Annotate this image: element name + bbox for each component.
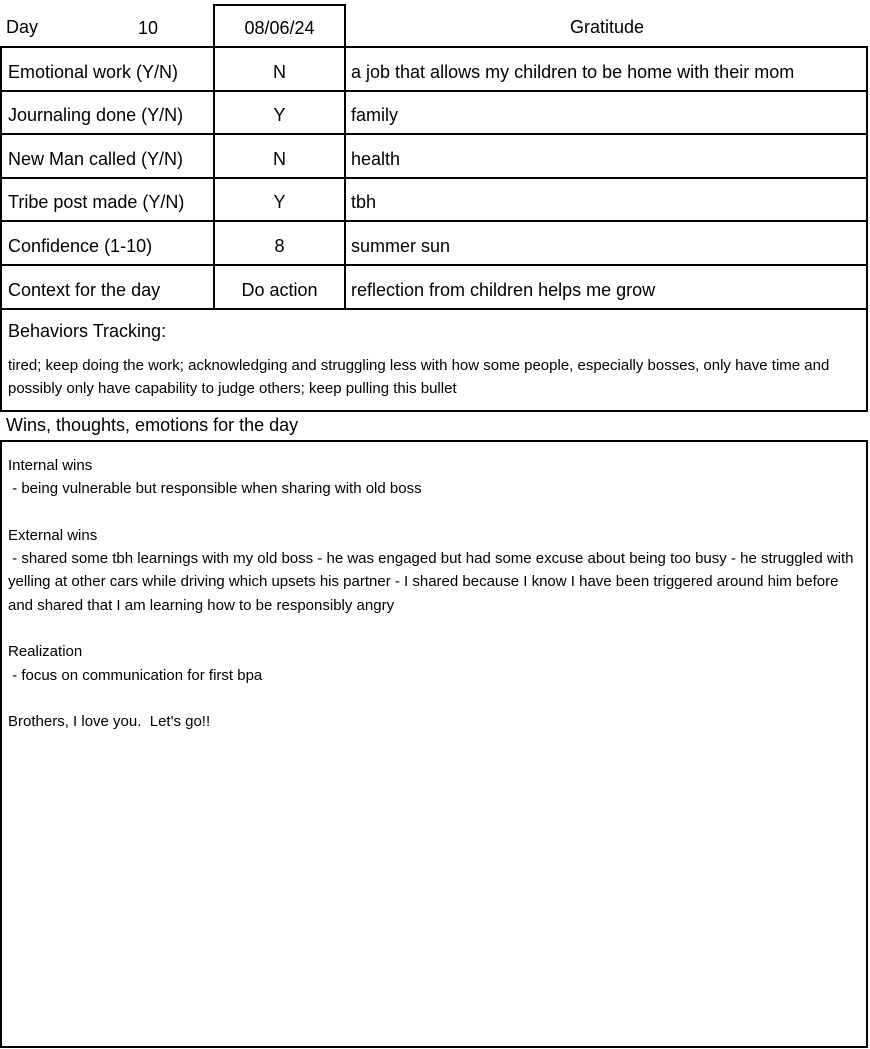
- date-value: 08/06/24: [244, 17, 315, 38]
- behaviors-text: tired; keep doing the work; acknowledging and struggling less with how some people, especially bosses, only have time and possibly only have capability to judge others; keep pulling this bullet: [8, 357, 830, 397]
- row-gratitude-cell: [346, 220, 868, 266]
- row-value: Y: [273, 192, 286, 212]
- row-label-cell: [0, 47, 214, 92]
- day-number: 10: [138, 17, 159, 38]
- row-label: New Man called (Y/N): [8, 148, 184, 169]
- row-value: Y: [273, 105, 286, 125]
- day-label: Day: [6, 16, 39, 37]
- row-gratitude: health: [351, 148, 401, 169]
- row-value: N: [273, 148, 286, 169]
- row-gratitude-cell: [346, 133, 868, 179]
- wins-title: Wins, thoughts, emotions for the day: [6, 415, 299, 435]
- row-label-cell: [0, 133, 214, 179]
- row-value-cell: [213, 264, 346, 310]
- row-label: Confidence (1-10): [8, 235, 153, 256]
- behaviors-title: Behaviors Tracking:: [8, 321, 167, 341]
- row-label-cell: [0, 264, 214, 310]
- wins-content: [8, 454, 858, 734]
- realization-heading: Realization: [8, 643, 83, 661]
- row-gratitude-cell: [346, 177, 868, 222]
- row-gratitude: summer sun: [351, 235, 451, 256]
- spacer: [8, 687, 858, 710]
- row-label-cell: [0, 220, 214, 266]
- row-label: Journaling done (Y/N): [8, 105, 184, 125]
- row-value-cell: [213, 90, 346, 135]
- row-label: Emotional work (Y/N): [8, 62, 179, 82]
- day-number-cell: [138, 0, 178, 48]
- spacer: [8, 617, 858, 640]
- row-value-cell: [213, 133, 346, 179]
- behaviors-section: [0, 308, 868, 412]
- external-wins-heading: External wins: [8, 526, 98, 544]
- row-label-cell: [0, 90, 214, 135]
- row-gratitude: tbh: [351, 192, 377, 212]
- row-value-cell: [213, 220, 346, 266]
- internal-wins-heading: Internal wins: [8, 457, 93, 474]
- internal-wins-item: - being vulnerable but responsible when sharing with old boss: [8, 480, 422, 498]
- row-label: Context for the day: [8, 279, 161, 300]
- realization-item: - focus on communication for first bpa: [8, 666, 263, 684]
- row-gratitude: reflection from children helps me grow: [351, 279, 656, 300]
- row-gratitude-cell: [346, 90, 868, 135]
- row-gratitude: a job that allows my children to be home with their mom: [351, 62, 795, 82]
- row-value-cell: [213, 47, 346, 92]
- spacer: [8, 501, 858, 524]
- row-label: Tribe post made (Y/N): [8, 192, 185, 212]
- row-value: Do action: [241, 279, 318, 300]
- day-label-cell: [0, 0, 214, 48]
- external-wins-item: - shared some tbh learnings with my old boss - he was engaged but had some excuse about being too busy - he struggled with yelling at other cars while driving which upsets his partner - I shared because I know I have been triggered around him before and shared that I am learning how to be responsibly angry: [8, 550, 858, 614]
- closing-line: Brothers, I love you. Let's go!!: [8, 713, 211, 731]
- row-gratitude-cell: [346, 264, 868, 310]
- date-cell: [213, 4, 346, 48]
- row-value: 8: [274, 235, 285, 256]
- gratitude-heading-cell: [346, 0, 868, 48]
- row-value-cell: [213, 177, 346, 222]
- gratitude-heading: Gratitude: [569, 16, 645, 37]
- row-value: N: [273, 62, 286, 82]
- wins-box: [0, 440, 868, 1048]
- row-label-cell: [0, 177, 214, 222]
- row-gratitude: family: [351, 105, 399, 125]
- row-gratitude-cell: [346, 47, 868, 92]
